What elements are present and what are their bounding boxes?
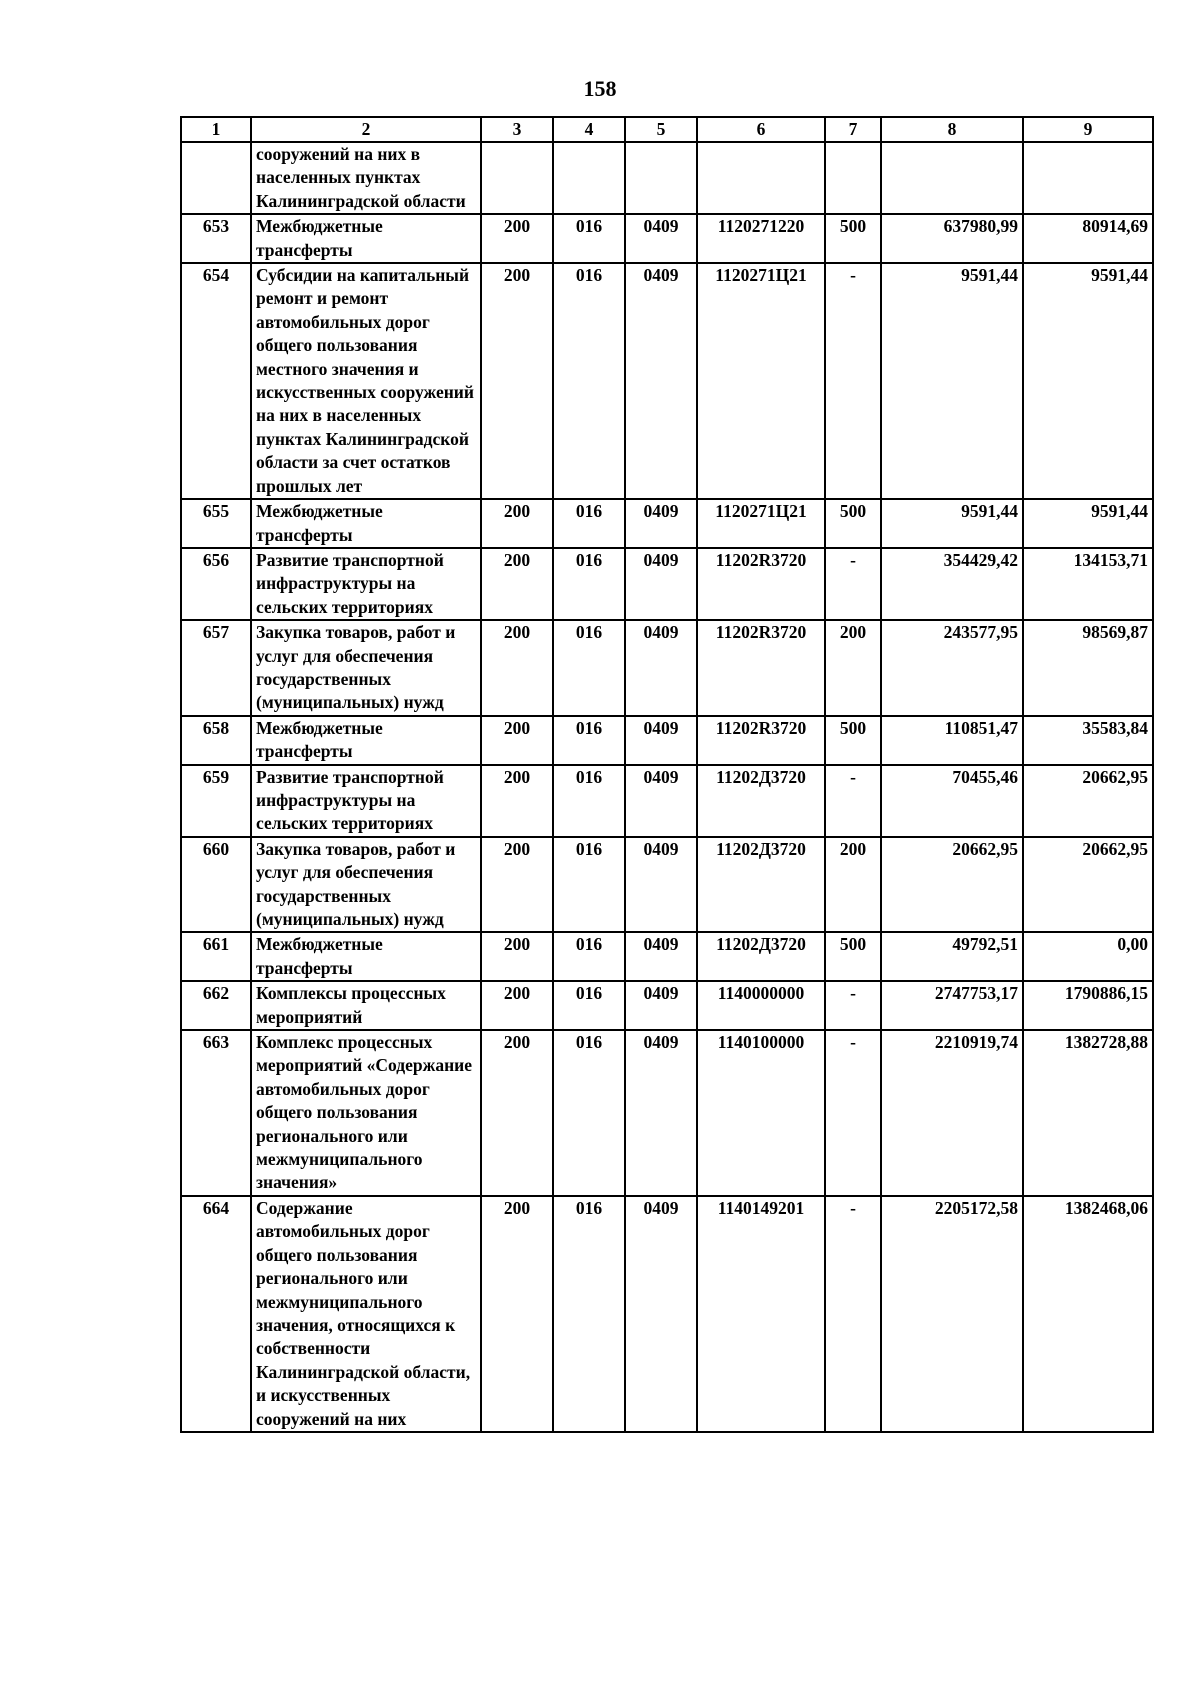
column-header-1: 1 xyxy=(181,117,251,142)
table-row xyxy=(181,263,1153,499)
row-number: 662 xyxy=(181,981,251,1030)
row-number: 655 xyxy=(181,499,251,548)
table-row xyxy=(181,499,1153,548)
row-description: Межбюджетные трансферты xyxy=(251,716,481,765)
cell-target-article: 11202Д3720 xyxy=(697,765,825,837)
row-description: Комплекс процессных мероприятий «Содержание автомобильных дорог общего пользования регионального или межмуниципального значения» xyxy=(251,1030,481,1196)
row-description: Закупка товаров, работ и услуг для обеспечения государственных (муниципальных) нужд xyxy=(251,837,481,933)
cell-amount-col9: 35583,84 xyxy=(1023,716,1153,765)
table-row xyxy=(181,765,1153,837)
row-description: Субсидии на капитальный ремонт и ремонт автомобильных дорог общего пользования местного значения и искусственных сооружений на них в населенных пунктах Калининградской области за счет остатков прошлых лет xyxy=(251,263,481,499)
cell-col4: 016 xyxy=(553,932,625,981)
cell-expense-type: - xyxy=(825,263,881,499)
cell-amount-col9: 1382468,06 xyxy=(1023,1196,1153,1432)
cell-col4: 016 xyxy=(553,548,625,620)
cell-amount-col8: 9591,44 xyxy=(881,263,1023,499)
cell-amount-col9: 20662,95 xyxy=(1023,765,1153,837)
column-header-4: 4 xyxy=(553,117,625,142)
cell-amount-col9: 98569,87 xyxy=(1023,620,1153,716)
cell-target-article: 1140100000 xyxy=(697,1030,825,1196)
cell-target-article: 1120271Ц21 xyxy=(697,263,825,499)
row-number: 659 xyxy=(181,765,251,837)
cell-target-article: 1140000000 xyxy=(697,981,825,1030)
table-row xyxy=(181,837,1153,933)
cell-col4: 016 xyxy=(553,214,625,263)
page-number: 158 xyxy=(583,76,617,101)
column-header-7: 7 xyxy=(825,117,881,142)
cell-amount-col9 xyxy=(1023,142,1153,214)
cell-col3: 200 xyxy=(481,716,553,765)
cell-col3: 200 xyxy=(481,837,553,933)
cell-col4: 016 xyxy=(553,499,625,548)
cell-amount-col8: 49792,51 xyxy=(881,932,1023,981)
row-description: Комплексы процессных мероприятий xyxy=(251,981,481,1030)
row-number xyxy=(181,142,251,214)
cell-expense-type: - xyxy=(825,548,881,620)
cell-amount-col9: 9591,44 xyxy=(1023,263,1153,499)
cell-amount-col9: 1382728,88 xyxy=(1023,1030,1153,1196)
cell-expense-type: 500 xyxy=(825,932,881,981)
cell-col5: 0409 xyxy=(625,548,697,620)
row-number: 656 xyxy=(181,548,251,620)
table-row xyxy=(181,142,1153,214)
cell-amount-col8: 637980,99 xyxy=(881,214,1023,263)
table-row xyxy=(181,620,1153,716)
cell-col3: 200 xyxy=(481,548,553,620)
header-row xyxy=(181,117,1153,142)
cell-amount-col9: 0,00 xyxy=(1023,932,1153,981)
table-row xyxy=(181,932,1153,981)
cell-amount-col8: 70455,46 xyxy=(881,765,1023,837)
cell-amount-col8: 9591,44 xyxy=(881,499,1023,548)
cell-col5: 0409 xyxy=(625,499,697,548)
cell-col5: 0409 xyxy=(625,214,697,263)
cell-amount-col8: 2210919,74 xyxy=(881,1030,1023,1196)
cell-col3: 200 xyxy=(481,214,553,263)
cell-amount-col8: 354429,42 xyxy=(881,548,1023,620)
row-number: 661 xyxy=(181,932,251,981)
column-header-8: 8 xyxy=(881,117,1023,142)
cell-col3: 200 xyxy=(481,620,553,716)
row-number: 658 xyxy=(181,716,251,765)
cell-expense-type: 500 xyxy=(825,716,881,765)
column-header-9: 9 xyxy=(1023,117,1153,142)
cell-amount-col8: 2747753,17 xyxy=(881,981,1023,1030)
cell-col3: 200 xyxy=(481,263,553,499)
cell-col4: 016 xyxy=(553,620,625,716)
column-header-5: 5 xyxy=(625,117,697,142)
cell-target-article: 11202R3720 xyxy=(697,548,825,620)
row-number: 660 xyxy=(181,837,251,933)
cell-col5: 0409 xyxy=(625,981,697,1030)
cell-col4: 016 xyxy=(553,1030,625,1196)
row-description: Межбюджетные трансферты xyxy=(251,499,481,548)
cell-amount-col8: 243577,95 xyxy=(881,620,1023,716)
cell-amount-col9: 9591,44 xyxy=(1023,499,1153,548)
cell-target-article: 11202Д3720 xyxy=(697,837,825,933)
cell-col5: 0409 xyxy=(625,1196,697,1432)
cell-expense-type: 500 xyxy=(825,499,881,548)
cell-col3: 200 xyxy=(481,981,553,1030)
table-row xyxy=(181,716,1153,765)
cell-amount-col8: 20662,95 xyxy=(881,837,1023,933)
cell-col4: 016 xyxy=(553,263,625,499)
cell-col5: 0409 xyxy=(625,765,697,837)
cell-amount-col9: 1790886,15 xyxy=(1023,981,1153,1030)
cell-col5: 0409 xyxy=(625,1030,697,1196)
cell-expense-type xyxy=(825,142,881,214)
cell-amount-col9: 20662,95 xyxy=(1023,837,1153,933)
cell-expense-type: 200 xyxy=(825,620,881,716)
cell-col5: 0409 xyxy=(625,263,697,499)
row-description: Закупка товаров, работ и услуг для обеспечения государственных (муниципальных) нужд xyxy=(251,620,481,716)
cell-expense-type: - xyxy=(825,1196,881,1432)
column-header-6: 6 xyxy=(697,117,825,142)
cell-col5 xyxy=(625,142,697,214)
table-row xyxy=(181,981,1153,1030)
column-header-3: 3 xyxy=(481,117,553,142)
cell-col5: 0409 xyxy=(625,837,697,933)
cell-col4 xyxy=(553,142,625,214)
cell-amount-col9: 80914,69 xyxy=(1023,214,1153,263)
cell-amount-col8: 110851,47 xyxy=(881,716,1023,765)
row-number: 657 xyxy=(181,620,251,716)
cell-col5: 0409 xyxy=(625,620,697,716)
row-description: сооружений на них в населенных пунктах Калининградской области xyxy=(251,142,481,214)
table-row xyxy=(181,1196,1153,1432)
cell-col3 xyxy=(481,142,553,214)
cell-amount-col8: 2205172,58 xyxy=(881,1196,1023,1432)
row-description: Развитие транспортной инфраструктуры на сельских территориях xyxy=(251,765,481,837)
column-header-2: 2 xyxy=(251,117,481,142)
cell-expense-type: - xyxy=(825,1030,881,1196)
cell-col3: 200 xyxy=(481,499,553,548)
cell-target-article: 11202R3720 xyxy=(697,716,825,765)
cell-col4: 016 xyxy=(553,837,625,933)
cell-col5: 0409 xyxy=(625,716,697,765)
cell-target-article: 1120271220 xyxy=(697,214,825,263)
budget-table xyxy=(180,116,1154,1433)
cell-col3: 200 xyxy=(481,765,553,837)
cell-col5: 0409 xyxy=(625,932,697,981)
cell-expense-type: 500 xyxy=(825,214,881,263)
table-row xyxy=(181,548,1153,620)
cell-col4: 016 xyxy=(553,1196,625,1432)
row-number: 664 xyxy=(181,1196,251,1432)
row-number: 663 xyxy=(181,1030,251,1196)
cell-col4: 016 xyxy=(553,981,625,1030)
cell-col4: 016 xyxy=(553,716,625,765)
table-row xyxy=(181,214,1153,263)
cell-target-article xyxy=(697,142,825,214)
cell-expense-type: 200 xyxy=(825,837,881,933)
cell-amount-col9: 134153,71 xyxy=(1023,548,1153,620)
cell-expense-type: - xyxy=(825,765,881,837)
table-body xyxy=(181,142,1153,1432)
row-description: Содержание автомобильных дорог общего пользования регионального или межмуниципального значения, относящихся к собственности Калининградской области, и искусственных сооружений на них xyxy=(251,1196,481,1432)
cell-amount-col8 xyxy=(881,142,1023,214)
cell-target-article: 11202Д3720 xyxy=(697,932,825,981)
row-description: Межбюджетные трансферты xyxy=(251,214,481,263)
cell-col3: 200 xyxy=(481,1196,553,1432)
cell-col4: 016 xyxy=(553,765,625,837)
cell-col3: 200 xyxy=(481,932,553,981)
row-number: 653 xyxy=(181,214,251,263)
cell-target-article: 11202R3720 xyxy=(697,620,825,716)
table-row xyxy=(181,1030,1153,1196)
cell-target-article: 1120271Ц21 xyxy=(697,499,825,548)
cell-col3: 200 xyxy=(481,1030,553,1196)
row-number: 654 xyxy=(181,263,251,499)
cell-expense-type: - xyxy=(825,981,881,1030)
cell-target-article: 1140149201 xyxy=(697,1196,825,1432)
row-description: Развитие транспортной инфраструктуры на сельских территориях xyxy=(251,548,481,620)
row-description: Межбюджетные трансферты xyxy=(251,932,481,981)
